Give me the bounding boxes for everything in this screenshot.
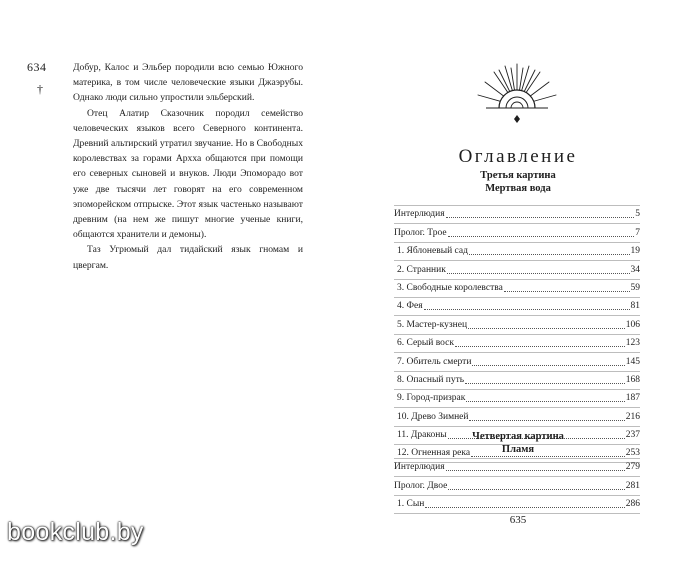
toc-dot-leader: [425, 507, 624, 508]
toc-entry-page: 7: [635, 227, 640, 238]
toc-entry-label: 8. Опасный путь: [397, 374, 465, 385]
toc-entry: [394, 334, 640, 352]
toc-entry: [394, 352, 640, 370]
toc-entry-label: Пролог. Трое: [394, 227, 447, 238]
toc-dot-leader: [468, 328, 625, 329]
part-subtitle: Пламя: [501, 444, 535, 455]
toc-entry: [394, 458, 640, 476]
toc-dot-leader: [447, 273, 630, 274]
toc-entry-page: 279: [625, 462, 640, 473]
toc-entry-page: 237: [625, 430, 640, 441]
paragraph: Добур, Калос и Эльбер породили всю семью Южного материка, в том числе человеческие языки Джаэрубы. Однако люди сильно упростили эльберский.: [73, 62, 303, 104]
watermark-text: bookclub.by: [7, 518, 144, 546]
left-body-text: [73, 60, 303, 273]
toc-entry: [394, 279, 640, 297]
toc-entry-page: 106: [625, 319, 640, 330]
toc-entry-page: 253: [625, 448, 640, 459]
toc-entry: [394, 297, 640, 315]
toc-entry-label: Интерлюдия: [394, 462, 445, 473]
toc-entry-page: 168: [625, 374, 640, 385]
dagger-mark: †: [37, 82, 43, 96]
toc-entry-label: 6. Серый воск: [397, 338, 454, 349]
toc-entry-page: 187: [625, 393, 640, 404]
toc-entry-label: 10. Древо Зимней: [397, 411, 469, 422]
toc-entry-page: 59: [630, 282, 640, 293]
left-page-number: 634: [27, 60, 47, 74]
toc-list-part-3: [394, 205, 640, 463]
part-title: [350, 430, 686, 456]
toc-entry-label: 5. Мастер-кузнец: [397, 319, 468, 330]
toc-entry: [394, 315, 640, 333]
part-subtitle: Мертвая вода: [485, 183, 551, 194]
right-page: [350, 0, 700, 565]
toc-dot-leader: [446, 470, 625, 471]
toc-entry-page: 145: [625, 356, 640, 367]
paragraph: Таз Угрюмый дал тидайский язык гномам и цвергам.: [73, 244, 303, 271]
toc-entry-label: 1. Яблоневый сад: [397, 246, 468, 257]
toc-title: Оглавление: [458, 146, 578, 167]
toc-entry-label: 3. Свободные королевства: [397, 282, 503, 293]
part-heading: Третья картина: [480, 170, 556, 181]
toc-entry: [394, 260, 640, 278]
toc-entry-label: 2. Странник: [397, 264, 446, 275]
toc-entry-page: 5: [635, 209, 640, 220]
toc-entry-page: 34: [630, 264, 640, 275]
toc-entry-label: 7. Обитель смерти: [397, 356, 472, 367]
right-page-number: 635: [509, 514, 527, 526]
part-heading: Четвертая картина: [472, 431, 564, 442]
toc-entry-label: 4. Фея: [397, 301, 423, 312]
toc-entry: [394, 371, 640, 389]
toc-entry-page: 123: [625, 338, 640, 349]
toc-dot-leader: [465, 383, 625, 384]
toc-entry-label: 11. Драконы: [397, 430, 447, 441]
toc-list-part-4: [394, 458, 640, 514]
part-title: [350, 169, 686, 195]
toc-dot-leader: [466, 401, 624, 402]
toc-dot-leader: [455, 346, 625, 347]
toc-entry-page: 81: [630, 301, 640, 312]
toc-entry-label: 12. Огненная река: [397, 448, 471, 459]
paragraph: Отец Алатир Сказочник породил семейство человеческих языков всего Северного континента. Древний альтирский утратил звучание. Но в Свободных королевствах за горами Архха общаются при помощи его северных сыновей и внуков. Люди Эпоморадо вот уже две тысячи лет говорят на его современном эпоморейском отпрыске. Этот язык частенько называют древним (на нем же пишут многие ученые книги, общаются хранители и демоны).: [73, 107, 303, 241]
toc-dot-leader: [448, 489, 624, 490]
toc-dot-leader: [472, 365, 624, 366]
toc-dot-leader: [446, 217, 635, 218]
toc-dot-leader: [424, 309, 630, 310]
toc-entry-page: 281: [625, 480, 640, 491]
toc-dot-leader: [448, 236, 635, 237]
toc-entry: [394, 495, 640, 514]
toc-entry: [394, 205, 640, 223]
toc-entry-label: 9. Город-призрак: [397, 393, 466, 404]
toc-entry: [394, 476, 640, 494]
toc-entry: [394, 242, 640, 260]
toc-entry-page: 286: [625, 499, 640, 510]
toc-entry-label: 1. Сын: [397, 499, 425, 510]
toc-dot-leader: [469, 420, 624, 421]
toc-entry: [394, 407, 640, 425]
toc-dot-leader: [469, 254, 630, 255]
toc-entry: [394, 389, 640, 407]
sunburst-icon: [472, 62, 562, 130]
toc-entry-page: 19: [630, 246, 640, 257]
toc-entry-page: 216: [625, 411, 640, 422]
toc-entry: [394, 223, 640, 241]
toc-entry-label: Пролог. Двое: [394, 480, 448, 491]
toc-dot-leader: [504, 291, 630, 292]
toc-entry-label: Интерлюдия: [394, 209, 445, 220]
